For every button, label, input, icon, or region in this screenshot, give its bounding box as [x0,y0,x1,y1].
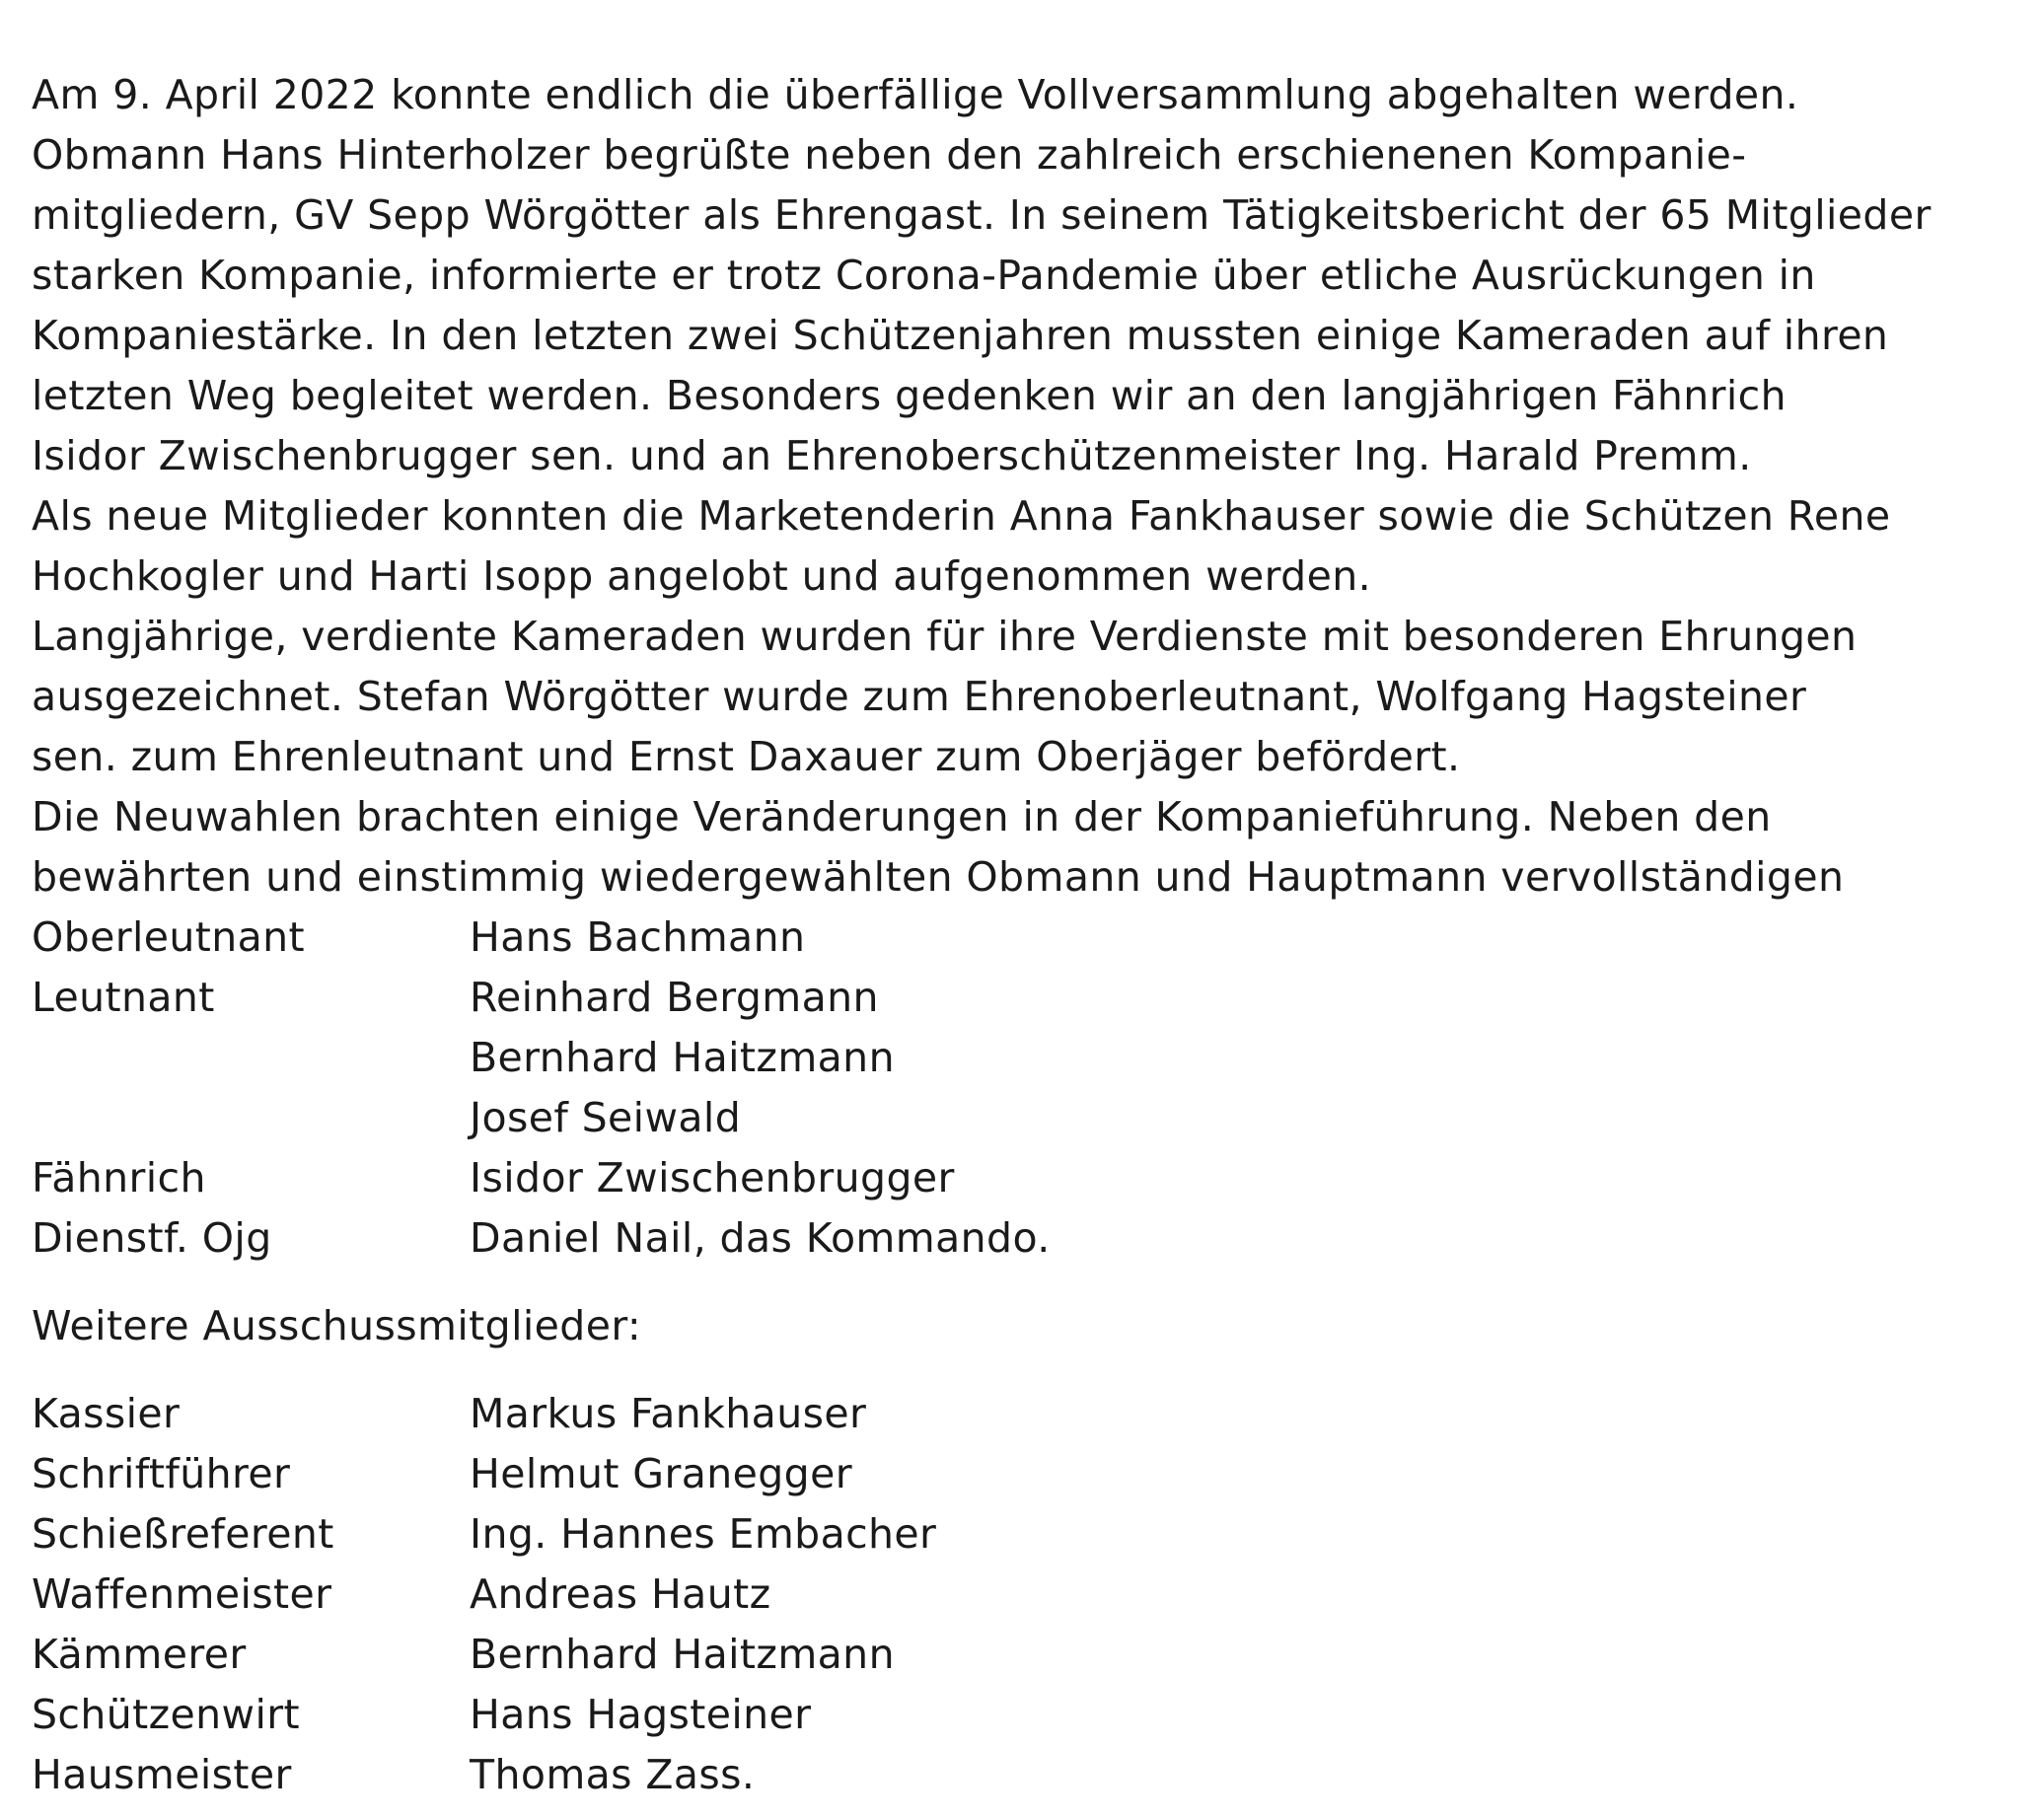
role-title: Leutnant [32,974,215,1021]
role-row [32,1444,2024,1504]
role-title: Schriftführer [32,1450,291,1497]
paragraph-line: Langjährige, verdiente Kameraden wurden für ihre Verdienste mit besonderen Ehrungen [32,613,1858,660]
role-holder: Isidor Zwischenbrugger [470,1154,955,1201]
paragraph-line: Am 9. April 2022 konnte endlich die überfällige Vollversammlung abgehalten werden. [32,71,1799,118]
role-row [32,1028,2024,1088]
role-holder: Andreas Hautz [470,1570,771,1618]
role-holder: Ing. Hannes Embacher [470,1510,937,1558]
role-title: Schützenwirt [32,1691,301,1738]
role-holder: Thomas Zass. [470,1751,756,1798]
paragraph-line: bewährten und einstimmig wiedergewählten Obmann und Hauptmann vervollständigen [32,853,1845,901]
role-title: Kämmerer [32,1631,247,1678]
role-holder: Daniel Nail, das Kommando. [470,1214,1051,1262]
role-row [32,1088,2024,1148]
paragraph-line: letzten Weg begleitet werden. Besonders gedenken wir an den langjährigen Fähnrich [32,372,1787,419]
committee-roles-list [32,1384,2024,1805]
spacer [32,1269,2024,1296]
role-title [32,1028,470,1088]
document-body [32,65,2024,1805]
committee-heading: Weitere Ausschussmitglieder: [32,1302,642,1349]
role-row [32,1208,2024,1269]
role-row [32,1504,2024,1565]
paragraph-line: Obmann Hans Hinterholzer begrüßte neben den zahlreich erschienenen Kompanie- [32,131,1747,179]
paragraph-line: Hochkogler und Harti Isopp angelobt und aufgenommen werden. [32,552,1372,600]
role-row [32,1148,2024,1208]
role-holder: Bernhard Haitzmann [470,1631,895,1678]
role-holder: Josef Seiwald [470,1094,742,1141]
role-title: Schießreferent [32,1510,334,1558]
role-title: Oberleutnant [32,913,306,961]
role-row [32,1565,2024,1625]
paragraph-line: sen. zum Ehrenleutnant und Ernst Daxauer zum Oberjäger befördert. [32,733,1461,780]
role-title: Waffenmeister [32,1570,332,1618]
role-holder: Markus Fankhauser [470,1390,867,1437]
role-holder: Hans Hagsteiner [470,1691,812,1738]
paragraph-line: Die Neuwahlen brachten einige Veränderungen in der Kompanieführung. Neben den [32,793,1772,840]
role-row [32,1384,2024,1444]
role-title [32,1088,470,1148]
paragraph-line: Isidor Zwischenbrugger sen. und an Ehrenoberschützenmeister Ing. Harald Premm. [32,432,1752,479]
paragraph-line: mitgliedern, GV Sepp Wörgötter als Ehrengast. In seinem Tätigkeitsbericht der 65 Mitglieder [32,191,1932,239]
paragraph-line: Kompaniestärke. In den letzten zwei Schützenjahren mussten einige Kameraden auf ihren [32,312,1889,359]
role-row [32,1685,2024,1745]
command-roles-list [32,908,2024,1269]
role-row [32,908,2024,968]
role-holder: Reinhard Bergmann [470,974,879,1021]
role-title: Hausmeister [32,1751,292,1798]
role-row [32,968,2024,1028]
paragraph-line: ausgezeichnet. Stefan Wörgötter wurde zum Ehrenoberleutnant, Wolfgang Hagsteiner [32,673,1807,720]
paragraph-line: Als neue Mitglieder konnten die Marketenderin Anna Fankhauser sowie die Schützen Rene [32,492,1891,540]
spacer [32,1356,2024,1384]
paragraph-line: starken Kompanie, informierte er trotz Corona-Pandemie über etliche Ausrückungen in [32,252,1816,299]
role-row [32,1625,2024,1685]
role-row [32,1745,2024,1805]
role-title: Dienstf. Ojg [32,1214,272,1262]
role-holder: Bernhard Haitzmann [470,1034,895,1081]
role-holder: Helmut Granegger [470,1450,852,1497]
role-holder: Hans Bachmann [470,913,806,961]
report-paragraph [32,65,2024,908]
role-title: Fähnrich [32,1154,206,1201]
role-title: Kassier [32,1390,181,1437]
